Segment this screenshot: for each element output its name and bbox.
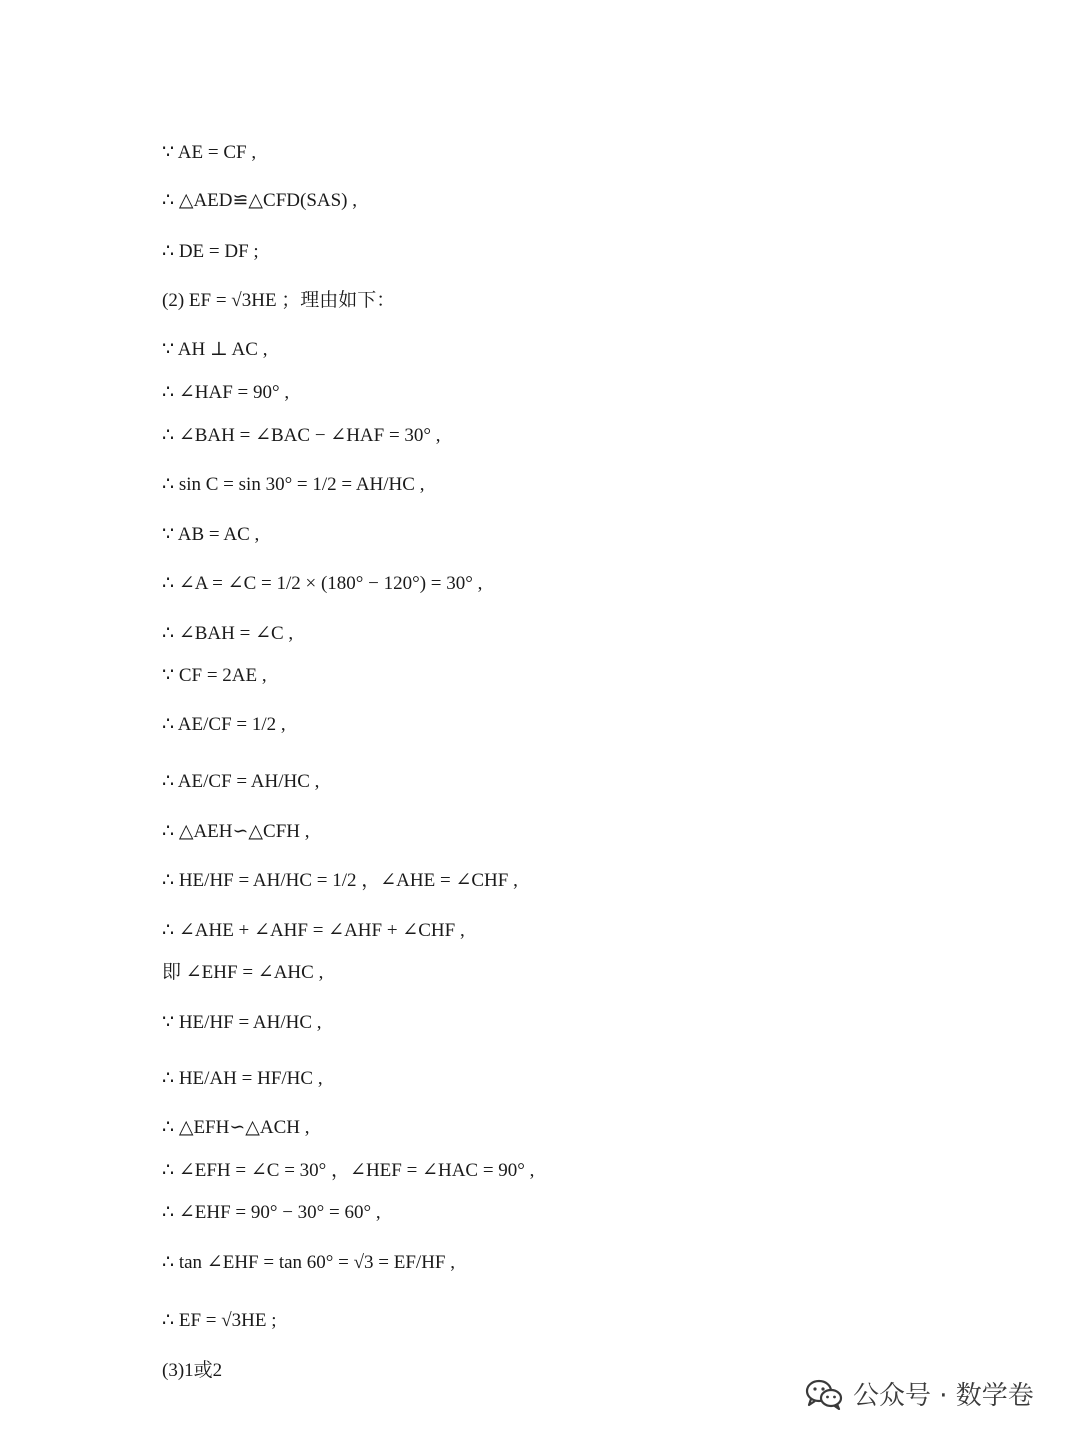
text-line: 即 ∠EHF = ∠AHC ,: [162, 962, 324, 983]
text-line: ∴ AE/CF = 1/2 ,: [162, 714, 286, 735]
text-line: ∴ HE/AH = HF/HC ,: [162, 1068, 323, 1089]
text-line: ∴ HE/HF = AH/HC = 1/2 ，∠AHE = ∠CHF ,: [162, 870, 518, 891]
text-line: ∵ HE/HF = AH/HC ,: [162, 1012, 322, 1033]
text-line: ∴ △AED≌△CFD(SAS) ,: [162, 190, 358, 211]
text-line: ∴ AE/CF = AH/HC ,: [162, 771, 320, 792]
text-line: ∴ ∠BAH = ∠BAC − ∠HAF = 30° ,: [162, 425, 441, 446]
text-line: ∴ ∠EFH = ∠C = 30° ，∠HEF = ∠HAC = 90° ,: [162, 1160, 535, 1181]
text-line: ∴ ∠EHF = 90° − 30° = 60° ,: [162, 1202, 381, 1223]
text-line: ∴ △AEH∽△CFH ,: [162, 821, 310, 842]
wechat-icon: [805, 1378, 843, 1410]
text-line: ∵ CF = 2AE ,: [162, 665, 267, 686]
text-line: ∴ tan ∠EHF = tan 60° = √3 = EF/HF ,: [162, 1252, 455, 1273]
text-line: ∴ ∠AHE + ∠AHF = ∠AHF + ∠CHF ,: [162, 920, 465, 941]
text-line: ∴ DE = DF ;: [162, 241, 259, 262]
text-line: ∴ sin C = sin 30° = 1/2 = AH/HC ,: [162, 474, 425, 495]
text-line: ∴ ∠BAH = ∠C ,: [162, 623, 294, 644]
text-line: ∴ EF = √3HE ;: [162, 1310, 277, 1331]
text-line: (3)1或2: [162, 1360, 223, 1381]
text-line: (2) EF = √3HE ；理由如下：: [162, 290, 396, 311]
watermark: [805, 1375, 1034, 1412]
text-line: ∴ ∠HAF = 90° ,: [162, 382, 290, 403]
text-line: ∴ △EFH∽△ACH ,: [162, 1117, 310, 1138]
text-line: ∵ AB = AC ,: [162, 524, 260, 545]
text-line: ∵ AE = CF ,: [162, 142, 257, 163]
watermark-text: 公众号 · 数学卷: [853, 1381, 1034, 1411]
text-line: ∵ AH ⊥ AC ,: [162, 339, 268, 360]
text-line: ∴ ∠A = ∠C = 1/2 × (180° − 120°) = 30° ,: [162, 573, 483, 594]
